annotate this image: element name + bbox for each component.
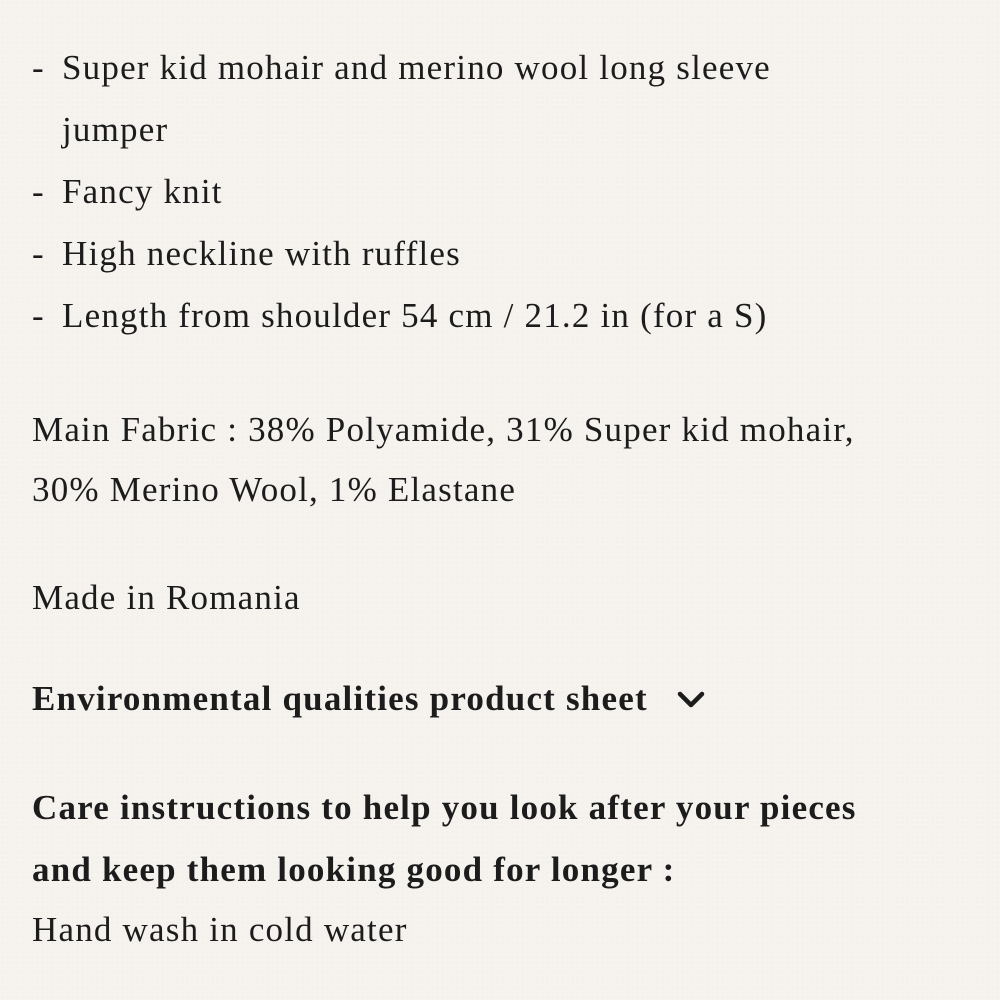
care-heading-line-2: and keep them looking good for longer : bbox=[32, 850, 676, 889]
environmental-sheet-toggle[interactable] bbox=[32, 677, 708, 721]
origin-text: Made in Romania bbox=[32, 578, 301, 617]
bullet-dash: - bbox=[32, 296, 45, 335]
feature-text: Super kid mohair and merino wool long sleeve bbox=[62, 48, 771, 87]
bullet-dash: - bbox=[32, 48, 45, 87]
feature-item-1 bbox=[32, 48, 771, 88]
feature-item-3 bbox=[32, 234, 461, 274]
composition-line-1: Main Fabric : 38% Polyamide, 31% Super kid mohair, bbox=[32, 410, 855, 449]
feature-text: Fancy knit bbox=[62, 172, 223, 211]
bullet-dash: - bbox=[32, 234, 45, 273]
care-heading-line-1: Care instructions to help you look after your pieces bbox=[32, 788, 857, 827]
feature-item-4 bbox=[32, 296, 768, 336]
chevron-down-icon[interactable] bbox=[674, 682, 708, 716]
feature-text: High neckline with ruffles bbox=[62, 234, 461, 273]
feature-text: jumper bbox=[62, 110, 169, 149]
feature-item-1-continued bbox=[32, 110, 168, 150]
feature-text: Length from shoulder 54 cm / 21.2 in (for a S) bbox=[62, 296, 768, 335]
care-instruction: Hand wash in cold water bbox=[32, 910, 408, 949]
feature-item-2 bbox=[32, 172, 223, 212]
environmental-sheet-label: Environmental qualities product sheet bbox=[32, 679, 648, 718]
bullet-dash: - bbox=[32, 172, 45, 211]
composition-line-2: 30% Merino Wool, 1% Elastane bbox=[32, 470, 517, 509]
